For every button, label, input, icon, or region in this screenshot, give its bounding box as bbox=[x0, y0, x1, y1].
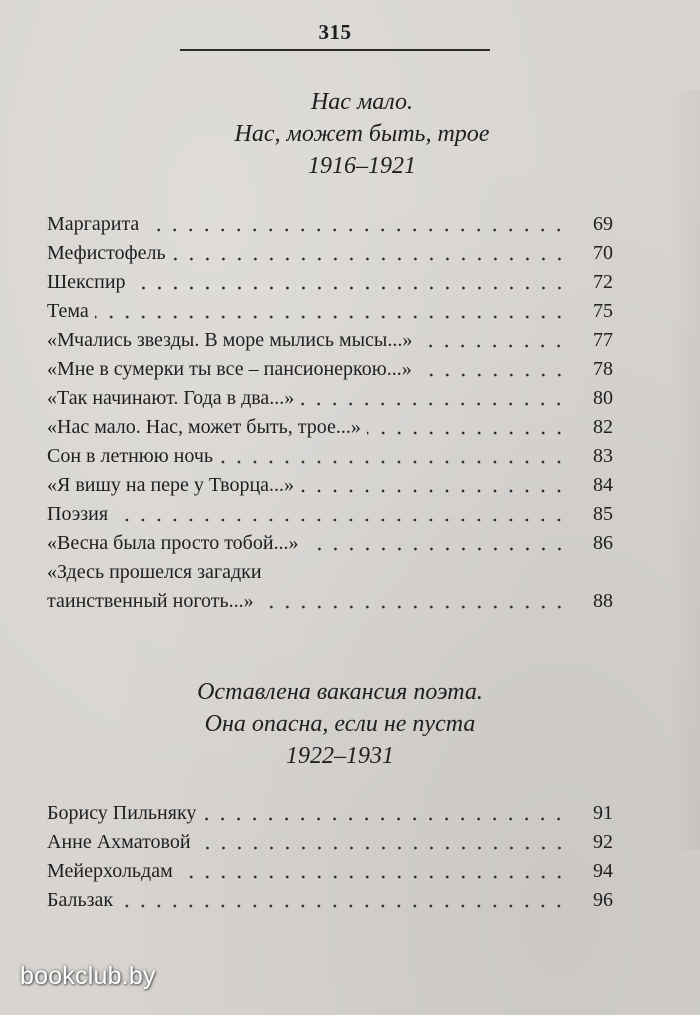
toc-entry-page: 70 bbox=[593, 242, 613, 264]
watermark: bookclub.by bbox=[20, 962, 156, 990]
toc-list bbox=[47, 799, 613, 915]
page-number: 315 bbox=[318, 20, 352, 44]
toc-entry[interactable] bbox=[47, 268, 613, 297]
dot-leader bbox=[418, 329, 567, 349]
toc-entry-page: 82 bbox=[593, 416, 613, 438]
toc-entry-page: 75 bbox=[593, 300, 613, 322]
dot-leader bbox=[179, 860, 567, 880]
dot-leader bbox=[172, 242, 567, 262]
toc-entry-title: Тема bbox=[47, 300, 89, 322]
dot-leader bbox=[305, 532, 567, 552]
toc-entry[interactable] bbox=[47, 210, 613, 239]
toc-entry-page: 85 bbox=[593, 503, 613, 525]
section-heading-line: Она опасна, если не пуста bbox=[204, 711, 476, 737]
dot-leader bbox=[418, 358, 567, 378]
toc-entry-page: 88 bbox=[593, 590, 613, 612]
toc-entry-title: Борису Пильняку bbox=[47, 802, 197, 824]
toc-entry-title: Бальзак bbox=[47, 889, 114, 911]
toc-entry-page: 91 bbox=[593, 802, 613, 824]
toc-entry[interactable] bbox=[47, 442, 613, 471]
section-years: 1916–1921 bbox=[308, 153, 416, 179]
toc-entry-page: 69 bbox=[593, 213, 613, 235]
dot-leader bbox=[202, 802, 567, 822]
toc-entry[interactable] bbox=[47, 413, 613, 442]
toc-entry[interactable] bbox=[47, 886, 613, 915]
toc-entry-page: 86 bbox=[593, 532, 613, 554]
toc-list bbox=[47, 210, 613, 616]
section-heading-line: Нас мало. bbox=[310, 89, 414, 115]
toc-entry-page: 80 bbox=[593, 387, 613, 409]
toc-entry-title: Анне Ахматовой bbox=[47, 831, 191, 853]
dot-leader bbox=[197, 831, 567, 851]
toc-entry-page: 83 bbox=[593, 445, 613, 467]
toc-entry-title: Поэзия bbox=[47, 503, 109, 525]
dot-leader bbox=[260, 590, 567, 610]
toc-entry-title: «Мчались звезды. В море мылись мысы...» bbox=[47, 329, 413, 351]
toc-entry-page: 77 bbox=[593, 329, 613, 351]
section-heading-line: Оставлена вакансия поэта. bbox=[197, 679, 483, 705]
toc-entry[interactable] bbox=[47, 239, 613, 268]
toc-entry-page: 72 bbox=[593, 271, 613, 293]
dot-leader bbox=[300, 387, 567, 407]
toc-entry-title-continued: таинственный ноготь...» bbox=[47, 590, 254, 612]
dot-leader bbox=[95, 300, 567, 320]
section-heading bbox=[12, 86, 700, 182]
dot-leader bbox=[300, 474, 567, 494]
toc-entry[interactable] bbox=[47, 529, 613, 558]
toc-entry[interactable] bbox=[47, 857, 613, 886]
dot-leader bbox=[119, 889, 567, 909]
toc-entry-title: «Здесь прошелся загадки bbox=[47, 561, 262, 583]
section-years: 1922–1931 bbox=[286, 743, 394, 769]
toc-entry-title: «Мне в сумерки ты все – пансионеркою...» bbox=[47, 358, 412, 380]
toc-entry-page: 78 bbox=[593, 358, 613, 380]
dot-leader bbox=[114, 503, 567, 523]
toc-entry[interactable] bbox=[47, 471, 613, 500]
header-rule bbox=[180, 49, 490, 51]
toc-entry-title: Маргарита bbox=[47, 213, 140, 235]
section-heading-line: Нас, может быть, трое bbox=[234, 121, 490, 147]
toc-entry[interactable] bbox=[47, 828, 613, 857]
dot-leader bbox=[367, 416, 567, 436]
toc-entry[interactable] bbox=[47, 355, 613, 384]
toc-entry-title: Мефистофель bbox=[47, 242, 166, 264]
toc-entry-page: 94 bbox=[593, 860, 613, 882]
dot-leader bbox=[145, 213, 567, 233]
toc-entry-title: «Нас мало. Нас, может быть, трое...» bbox=[47, 416, 361, 438]
toc-entry[interactable] bbox=[47, 799, 613, 828]
toc-entry-title: Шекспир bbox=[47, 271, 126, 293]
toc-entry[interactable] bbox=[47, 500, 613, 529]
toc-entry-line2 bbox=[47, 587, 613, 616]
toc-entry-title: Сон в летнюю ночь bbox=[47, 445, 214, 467]
toc-entry[interactable] bbox=[47, 558, 613, 616]
section-heading bbox=[0, 676, 690, 772]
toc-entry-title: «Весна была просто тобой...» bbox=[47, 532, 299, 554]
toc-entry-page: 92 bbox=[593, 831, 613, 853]
dot-leader bbox=[132, 271, 567, 291]
toc-entry-title: «Я вишу на пере у Творца...» bbox=[47, 474, 295, 496]
toc-entry[interactable] bbox=[47, 326, 613, 355]
toc-entry[interactable] bbox=[47, 297, 613, 326]
toc-entry[interactable] bbox=[47, 384, 613, 413]
toc-entry-page: 84 bbox=[593, 474, 613, 496]
toc-entry-page: 96 bbox=[593, 889, 613, 911]
toc-entry-title: Мейерхольдам bbox=[47, 860, 173, 882]
dot-leader bbox=[219, 445, 567, 465]
toc-entry-title: «Так начинают. Года в два...» bbox=[47, 387, 295, 409]
